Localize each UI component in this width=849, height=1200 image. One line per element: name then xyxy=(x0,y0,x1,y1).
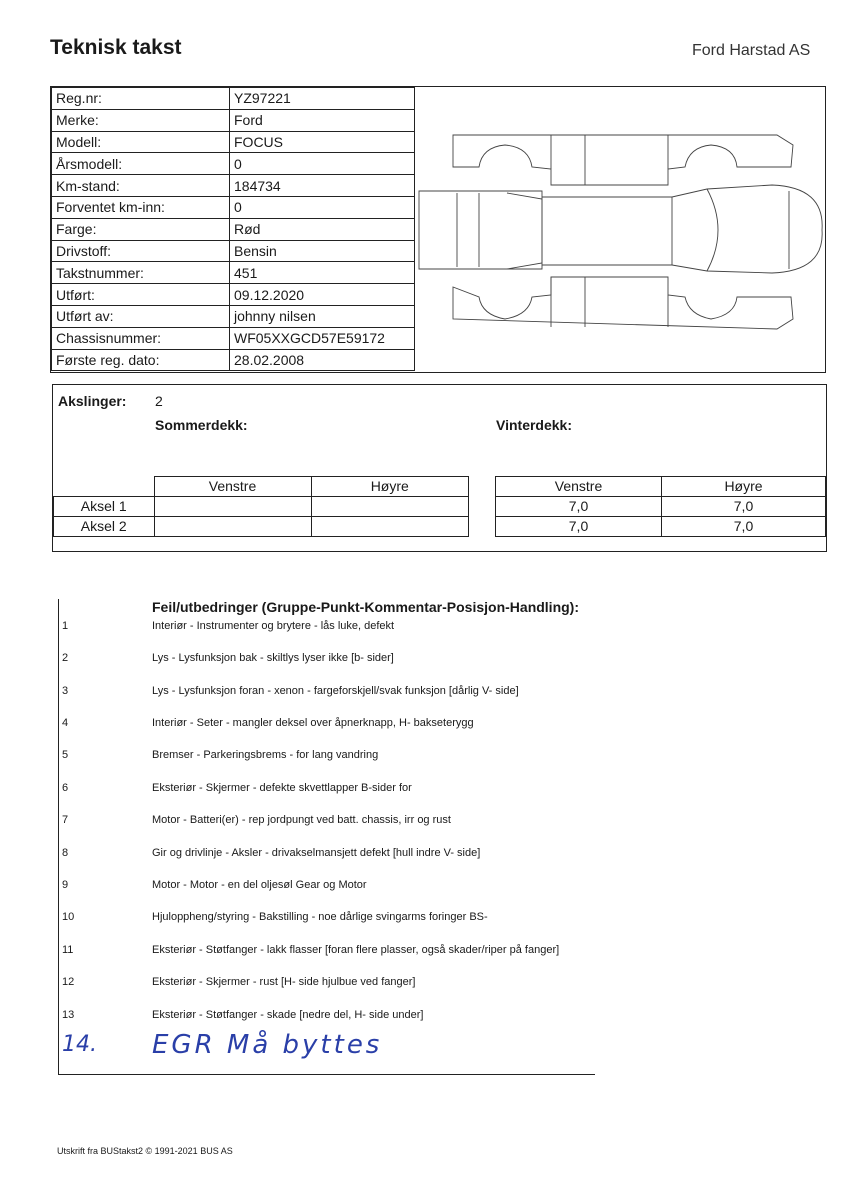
company-name: Ford Harstad AS xyxy=(692,42,811,59)
info-label: Utført av: xyxy=(52,305,230,327)
defect-number: 6 xyxy=(62,782,69,794)
summer-tyres-label: Sommerdekk: xyxy=(155,417,248,433)
col-left: Venstre xyxy=(496,477,662,497)
info-row xyxy=(52,88,415,110)
defect-number: 11 xyxy=(62,944,74,956)
col-right: Høyre xyxy=(311,477,469,497)
winter-left: 7,0 xyxy=(496,497,662,517)
info-label: Reg.nr: xyxy=(52,88,230,110)
axle-row xyxy=(54,517,469,537)
info-label: Merke: xyxy=(52,109,230,131)
info-value: Rød xyxy=(230,218,415,240)
info-row xyxy=(52,175,415,197)
winter-right: 7,0 xyxy=(662,517,826,537)
info-label: Modell: xyxy=(52,131,230,153)
defect-text: Interiør - Instrumenter og brytere - lås luke, defekt xyxy=(152,620,395,632)
defect-text: Hjuloppheng/styring - Bakstilling - noe dårlige svingarms foringer BS- xyxy=(152,911,488,923)
axle-row xyxy=(54,497,469,517)
axle-label: Aksel 1 xyxy=(54,497,155,517)
info-row xyxy=(52,131,415,153)
defect-text: Bremser - Parkeringsbrems - for lang vandring xyxy=(152,749,379,761)
info-label: Takstnummer: xyxy=(52,262,230,284)
defect-number: 4 xyxy=(62,717,69,729)
info-row xyxy=(52,218,415,240)
axle-label: Aksel 2 xyxy=(54,517,155,537)
info-label: Første reg. dato: xyxy=(52,349,230,371)
defects-heading: Feil/utbedringer (Gruppe-Punkt-Kommentar-Posisjon-Handling): xyxy=(152,599,579,615)
info-row xyxy=(52,305,415,327)
col-right: Høyre xyxy=(662,477,826,497)
vehicle-info-table xyxy=(51,87,415,371)
defect-number: 7 xyxy=(62,814,69,826)
info-row xyxy=(52,284,415,306)
info-value: FOCUS xyxy=(230,131,415,153)
defect-number: 3 xyxy=(62,685,69,697)
defect-number: 9 xyxy=(62,879,69,891)
defect-number: 12 xyxy=(62,976,75,988)
info-value: johnny nilsen xyxy=(230,305,415,327)
info-label: Drivstoff: xyxy=(52,240,230,262)
defect-text: Motor - Motor - en del oljesøl Gear og Motor xyxy=(152,879,367,891)
info-value: 0 xyxy=(230,196,415,218)
info-row xyxy=(52,109,415,131)
winter-tyre-table xyxy=(495,476,826,537)
info-value: YZ97221 xyxy=(230,88,415,110)
summer-right xyxy=(311,517,469,537)
vehicle-info-box xyxy=(50,86,826,373)
summer-tyre-table xyxy=(53,476,469,537)
defect-text: Lys - Lysfunksjon bak - skiltlys lyser ikke [b- sider] xyxy=(152,652,394,664)
info-label: Farge: xyxy=(52,218,230,240)
info-value: 0 xyxy=(230,153,415,175)
defect-text: Eksteriør - Skjermer - rust [H- side hjulbue ved fanger] xyxy=(152,976,416,988)
info-row xyxy=(52,153,415,175)
info-row xyxy=(52,327,415,349)
handwritten-note: EGR Må byttes xyxy=(152,1030,383,1060)
summer-left xyxy=(154,517,311,537)
info-value: Bensin xyxy=(230,240,415,262)
defect-text: Eksteriør - Støtfanger - lakk flasser [foran flere plasser, også skader/riper på fanger] xyxy=(152,944,560,956)
axles-label: Akslinger: xyxy=(58,393,127,409)
axle-row xyxy=(496,517,826,537)
info-label: Forventet km-inn: xyxy=(52,196,230,218)
info-row xyxy=(52,240,415,262)
summer-right xyxy=(311,497,469,517)
col-left: Venstre xyxy=(154,477,311,497)
axle-row xyxy=(496,497,826,517)
info-value: 28.02.2008 xyxy=(230,349,415,371)
page-title: Teknisk takst xyxy=(50,36,182,59)
tyre-section xyxy=(52,384,827,552)
defect-number: 5 xyxy=(62,749,69,761)
handwritten-number: 14. xyxy=(62,1032,97,1057)
info-value: 184734 xyxy=(230,175,415,197)
summer-left xyxy=(154,497,311,517)
axles-value: 2 xyxy=(155,393,163,409)
empty-cell xyxy=(54,477,155,497)
defect-number: 8 xyxy=(62,847,69,859)
defect-text: Gir og drivlinje - Aksler - drivakselmansjett defekt [hull indre V- side] xyxy=(152,847,481,859)
info-row xyxy=(52,262,415,284)
info-row xyxy=(52,196,415,218)
defect-text: Eksteriør - Støtfanger - skade [nedre del, H- side under] xyxy=(152,1009,424,1021)
info-value: 451 xyxy=(230,262,415,284)
info-label: Årsmodell: xyxy=(52,153,230,175)
car-damage-diagram xyxy=(417,87,825,372)
winter-left: 7,0 xyxy=(496,517,662,537)
defect-text: Interiør - Seter - mangler deksel over åpnerknapp, H- bakseterygg xyxy=(152,717,474,729)
info-label: Chassisnummer: xyxy=(52,327,230,349)
info-label: Utført: xyxy=(52,284,230,306)
defect-text: Lys - Lysfunksjon foran - xenon - fargeforskjell/svak funksjon [dårlig V- side] xyxy=(152,685,519,697)
info-value: WF05XXGCD57E59172 xyxy=(230,327,415,349)
info-value: 09.12.2020 xyxy=(230,284,415,306)
defect-text: Eksteriør - Skjermer - defekte skvettlapper B-sider for xyxy=(152,782,412,794)
defect-number: 2 xyxy=(62,652,69,664)
defect-number: 10 xyxy=(62,911,75,923)
footer: Utskrift fra BUStakst2 © 1991-2021 BUS AS xyxy=(57,1146,233,1156)
defect-number: 13 xyxy=(62,1009,75,1021)
winter-right: 7,0 xyxy=(662,497,826,517)
info-label: Km-stand: xyxy=(52,175,230,197)
defects-box xyxy=(58,599,595,1075)
defect-number: 1 xyxy=(62,620,69,632)
winter-tyres-label: Vinterdekk: xyxy=(496,417,572,433)
info-row xyxy=(52,349,415,371)
defect-text: Motor - Batteri(er) - rep jordpungt ved batt. chassis, irr og rust xyxy=(152,814,451,826)
info-value: Ford xyxy=(230,109,415,131)
